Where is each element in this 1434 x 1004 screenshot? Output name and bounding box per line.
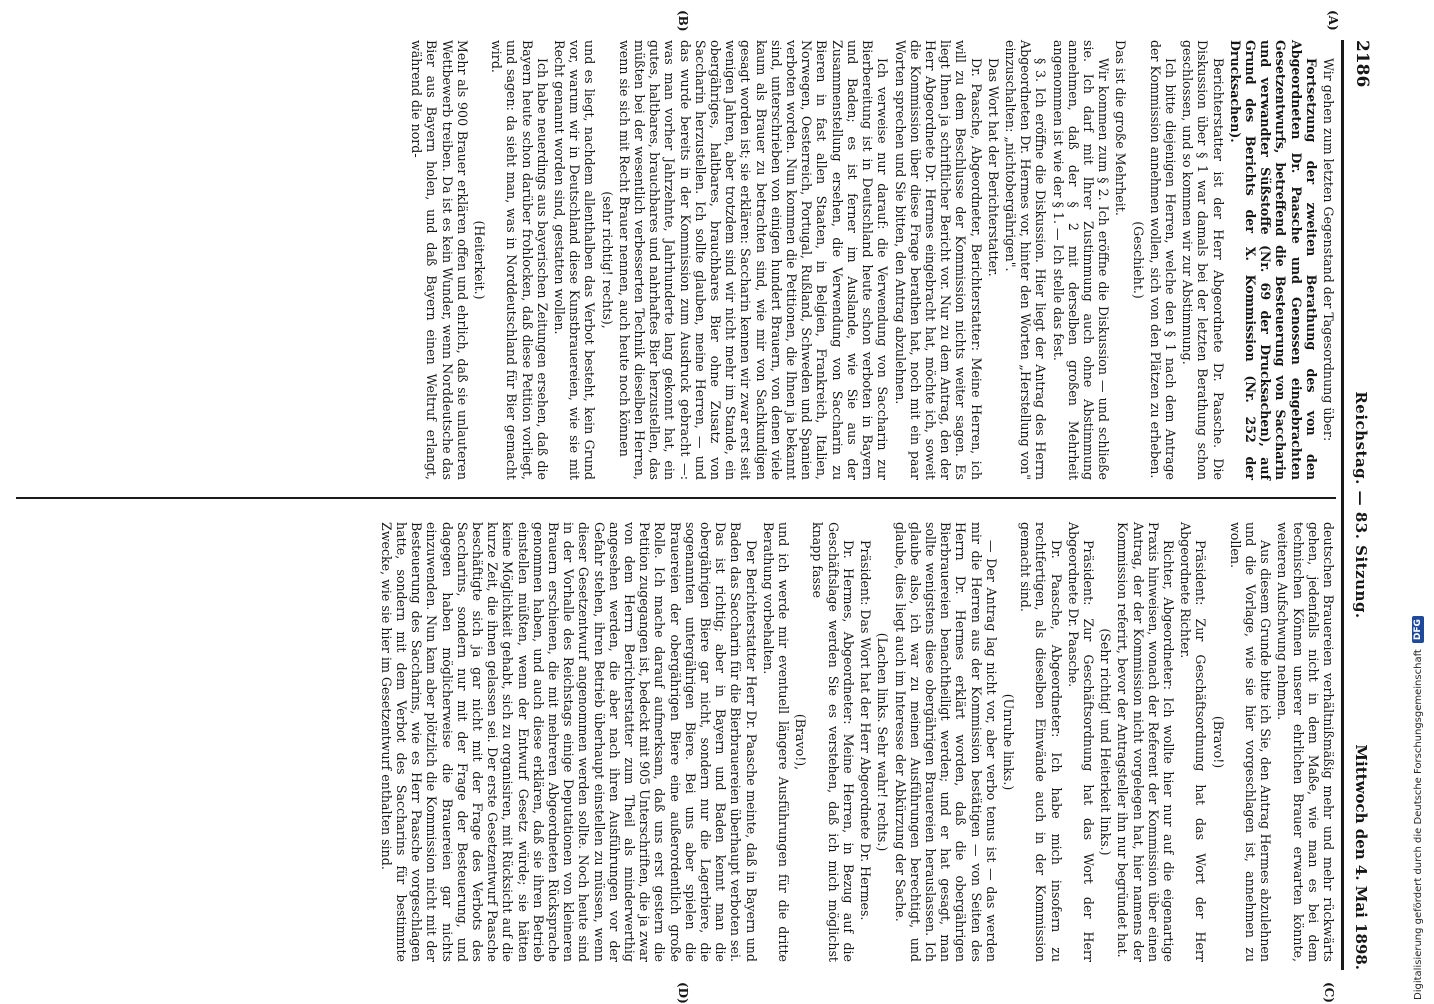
page-header [1342, 40, 1372, 970]
stage-direction: (sehr richtig! rechts), [599, 191, 615, 329]
speech-paragraph: Ich verweise nur darauf: die Verwendung von Saccharin zur Bierbereitung ist in Deutschland heute schon verboten in Bayern und Baden; es ist ferner im Auslande, wie Sie aus der Zusammenstellung ersehen, die Verwendung von Saccharin zu Bieren in fast allen Staaten, in Belgien, Frankreich, Italien, Norwegen, Oesterreich, Portugal, Rußland, Schweden und Spanien verboten worden. Nun kommen die Petitionen, die Ihnen ja bekannt sind, unterschrieben von einigen hundert Brauern, von denen viele kaum als Brauer zu betrachten sind, wie mir von Sachkundigen gesagt worden ist; sie erklären: Saccharin kennen wir zwar erst seit wenigen Jahren, aber trotzdem sind wir nicht mehr im Stande, ein obergähriges, haltbares, brauchbares Bier ohne Zusatz von Saccharin herzustellen. Ich sollte glauben, meine Herren, — und das wurde bereits in der Kommission zum Ausdruck gebracht —: was man vorher Jahrzehnte, Jahrhunderte lang gekonnt hat, ein gutes, haltbares, brauchbares und nahrhaftes Bier herzustellen, das müßten bei der wesentlich verbesserten Technik dieselben Herren, wenn sie sich mit Recht Brauer nennen, auch heute noch können [616, 40, 891, 480]
speech-paragraph: Präsident: Zur Geschäftsordnung hat das Wort der Herr Abgeordnete Richter. [1178, 522, 1209, 962]
right-column [377, 522, 1336, 962]
paragraph: § 3. Ich eröffne die Diskussion. Hier liegt der Antrag des Herrn Abgeordneten Dr. Hermes vor, hinter den Worten „Herstellung von" einzuschalten: „nichtobergährigen". [1002, 40, 1049, 480]
funding-footer [1402, 0, 1434, 1000]
stage-direction: (Lachen links. Sehr wahr! rechts.) [875, 632, 891, 852]
speech-paragraph: Ich habe neuerdings aus bayerischen Zeitungen ersehen, daß die Bayern heute schon darüber frohlocken, daß diese Petition vorliegt, und sagen: da sieht man, was in Norddeutschland für Bier gemacht wird. [489, 40, 550, 480]
funding-note: Digitalisierung gefördert durch die Deutsche Forschungsgemeinschaft [1412, 649, 1424, 1000]
margin-marker-c: (C) [1322, 982, 1336, 1003]
agenda-item-heading: Fortsetzung der zweiten Berathung des von den Abgeordneten Dr. Paasche und Genossen eingebrachten Gesetzentwurfs, betreffend die Besteuerung von Saccharin und verwandter Süßstoffe (Nr. 69 der Drucksachen), auf Grund des Berichts der X. Kommission (Nr. 252 der Drucksachen). [1227, 40, 1319, 480]
column-divider [16, 497, 1336, 499]
margin-marker-a: (A) [1326, 10, 1340, 31]
page-number: 2186 [1352, 40, 1372, 88]
paragraph: Berichterstatter ist der Herr Abgeordnete Dr. Paasche. Die Diskussion über § 1 war damals bei der letzten Berathung schon geschlossen, und so kommen wir zur Abstimmung. [1180, 40, 1226, 480]
margin-marker-b: (B) [676, 10, 690, 32]
speech-paragraph: und ich werde mir eventuell längere Ausführungen für die dritte Berathung vorbehalten. [760, 522, 792, 962]
speech-paragraph: Aus diesem Grunde bitte ich Sie, den Antrag Hermes abzulehnen und die Vorlage, wie sie hier vorgeschlagen ist, annehmen zu wollen. [1227, 522, 1274, 962]
dfg-logo-icon: DFG [1412, 616, 1424, 643]
speech-paragraph: und es liegt, nachdem allenthalben das Verbot besteht, kein Grund vor, warum wir in Deutschland diese Kunstbrauereien, wie sie mit Recht genannt worden sind, gestatten wollen. [552, 40, 598, 480]
margin-marker-d: (D) [676, 982, 690, 1004]
speech-paragraph: Dr. Paasche, Abgeordneter, Berichterstatter: Meine Herren, ich will zu dem Beschlusse der Kommission nichts weiter sagen. Es liegt Ihnen ja schriftlicher Bericht vor. Nur zu dem Antrag, den der Herr Abgeordnete Dr. Hermes eingebracht hat, möchte ich, soweit die Kommission über diese Frage berathen hat, noch mit ein paar Worten sprechen und Sie bitten, den Antrag abzulehnen. [892, 40, 984, 480]
stage-direction: (Geschieht.) [1130, 221, 1146, 299]
speech-paragraph: Mehr als 900 Brauer erklären offen und ehrlich, daß sie unlauteren Wettbewerb treiben. Da ist es kein Wunder, wenn Norddeutsche das Bier aus Bayern holen, und daß Bayern einen Weltruf erlangt, während die nord- [409, 40, 470, 480]
paragraph: Das ist die große Mehrheit. [1113, 40, 1129, 216]
paragraph: Wir gehen zum letzten Gegenstand der Tagesordnung über: [1321, 58, 1336, 442]
stage-direction: (Heiterkeit.) [472, 220, 488, 300]
header-rule [1341, 40, 1344, 970]
speech-paragraph: Dr. Hermes, Abgeordneter: Meine Herren, in Bezug auf die Geschäftslage werden Sie es verstehen, daß ich mich möglichst knapp fasse [810, 522, 856, 962]
speech-paragraph: deutschen Brauereien verhältnißmäßig mehr und mehr rückwärts gehen, jedenfalls nicht in dem Maße, wie man es bei dem technischen Können unserer ehrlichen Brauer erwarten könnte, weiteren Aufschwung nehmen. [1275, 522, 1336, 962]
paragraph: Ich bitte diejenigen Herren, welche den § 1 nach dem Antrage der Kommission annehmen wollen, sich von den Plätzen zu erheben. [1147, 40, 1178, 480]
page-title: Reichstag. — 83. Sitzung. [1352, 391, 1370, 619]
stage-direction: (Unruhe links.) [1000, 693, 1016, 791]
page-date: Mittwoch den 4. Mai 1898. [1352, 744, 1370, 970]
speech-paragraph: Dr. Paasche, Abgeordneter: Ich habe mich insofern zu rechtfertigen, als dieselben Einwände auch in der Kommission gemacht sind. [1018, 522, 1064, 962]
stage-direction: (Bravo!), [793, 713, 809, 771]
stage-direction: (Bravo!) [1210, 715, 1226, 769]
paragraph: Das Wort hat der Berichterstatter. [985, 58, 1001, 277]
speech-paragraph: Präsident: Zur Geschäftsordnung hat das Wort der Herr Abgeordnete Dr. Paasche. [1065, 522, 1096, 962]
speech-paragraph: Richter, Abgeordneter: Ich wollte hier nur auf die eigenartige Praxis hinweisen, wonach der Referent der Kommission über einen Antrag, der der Kommission nicht vorgelegen hat, hier namens der Kommission referirt, bevor der Antragsteller ihn nur begründet hat. [1115, 522, 1176, 962]
left-column [407, 40, 1336, 480]
stage-direction: (Sehr richtig! und Heiterkeit links.) [1098, 628, 1114, 856]
speech-paragraph: — Der Antrag lag nicht vor, aber verbo tenus ist — das werden mir die Herren aus der Kommission bestätigen — von Seiten des Herrn Dr. Hermes erklärt worden, daß die obergährigen Bierbrauereien benachtheiligt werden; und er hat gesagt, man sollte wenigstens diese obergährigen Brauereien herauslassen. Ich glaube also, ich war zu meinen Ausführungen berechtigt, und glaube, dies liegt auch im Interesse der Abkürzung der Sache. [892, 522, 999, 962]
paragraph: Wir kommen zum § 2. Ich eröffne die Diskussion — und schließe sie. Ich darf mit Ihrer Zustimmung auch ohne Abstimmung annehmen, daß der § 2 mit derselben großen Mehrheit angenommen ist wie der § 1. — Ich stelle das fest. [1050, 40, 1112, 480]
speech-paragraph: Der Berichterstatter Herr Dr. Paasche meinte, daß in Bayern und Baden das Saccharin für die Bierbrauereien überhaupt verboten sei. Das ist richtig; aber in Bayern und Baden kennt man die obergährigen Biere gar nicht, sondern nur die Lagerbiere, die sogenannten untergährigen Biere. Bei uns aber spielen die Brauereien der obergährigen Biere eine außerordentlich große Rolle. Ich mache darauf aufmerksam, daß uns erst gestern die Petition zugegangen ist, bedeckt mit 905 Unterschriften, die ja zwar von dem Herrn Berichterstatter zum Theil als minderwerthig angesehen werden, die aber nach ihren Ausführungen vor der Gefahr stehen, ihren Betrieb überhaupt einstellen zu müssen, wenn dieser Gesetzentwurf angenommen werden sollte. Noch heute sind in der Vorhalle des Reichstags einige Deputationen von kleineren Brauern erschienen, die mit mehreren Abgeordneten Rücksprache genommen haben, und auch diese erklären, daß sie ihren Betrieb einstellen müßten, wenn der Entwurf Gesetz würde; sie hätten keine Möglichkeit gehabt, sich zu organisiren, mit Rücksicht auf die kurze Zeit, die ihnen gelassen sei. Der erste Gesetzentwurf Paasche beschäftigte sich ja gar nicht mit der Frage des Verbots des Saccharins, sondern nur mit der Frage der Besteuerung, und dagegen haben möglicherweise die Brauereien gar nichts einzuwenden. Nun kam aber plötzlich die Kommission nicht mit der Besteuerung des Saccharins, wie es Herr Paasche vorgeschlagen hatte, sondern mit dem Verbot des Saccharins für bestimmte Zwecke, wie sie hier im Gesetzentwurf enthalten sind. [378, 522, 759, 962]
speech-paragraph: Präsident: Das Wort hat der Herr Abgeordnete Dr. Hermes. [858, 540, 874, 921]
